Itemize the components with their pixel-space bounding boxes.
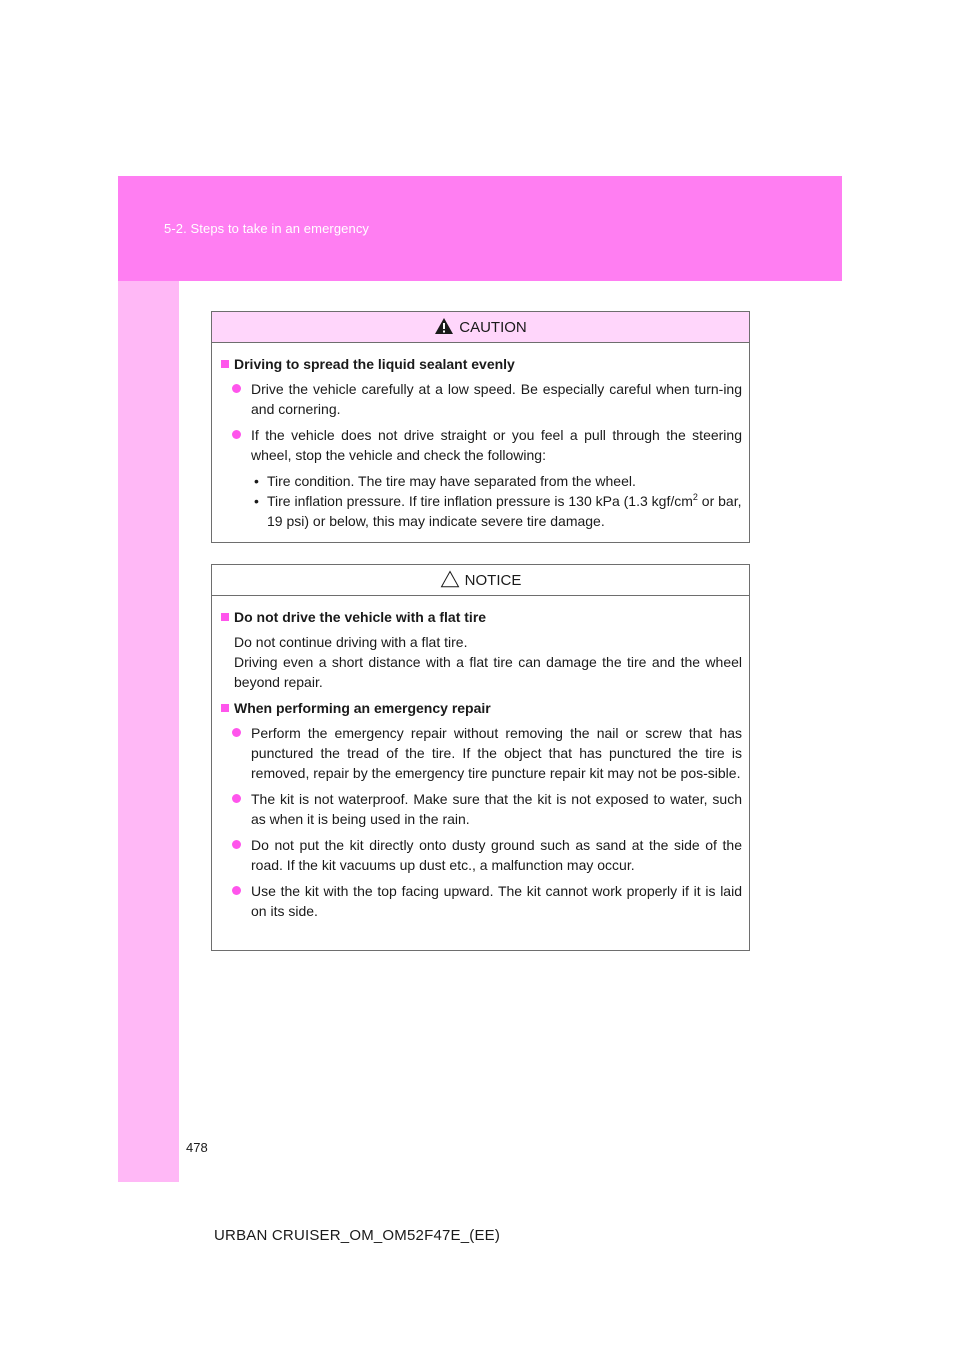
sub-list-item bbox=[254, 491, 742, 531]
circle-bullet-icon bbox=[231, 425, 242, 465]
caution-heading bbox=[221, 354, 742, 374]
section-title: 5-2. Steps to take in an emergency bbox=[164, 221, 370, 236]
side-band bbox=[118, 281, 179, 1182]
circle-bullet-icon bbox=[231, 379, 242, 419]
square-bullet-icon bbox=[221, 613, 229, 621]
footer-code: URBAN CRUISER_OM_OM52F47E_(EE) bbox=[214, 1227, 501, 1244]
notice-heading-emergency-repair bbox=[221, 698, 742, 718]
pressure-text-after: or bar, 19 psi) or below, this may indicate severe tire damage. bbox=[267, 493, 742, 529]
list-item bbox=[221, 835, 742, 875]
notice-heading-text: Do not drive the vehicle with a flat tire bbox=[234, 609, 487, 625]
notice-heading-text: When performing an emergency repair bbox=[234, 700, 491, 716]
circle-bullet-icon bbox=[231, 723, 242, 783]
superscript: 2 bbox=[692, 492, 698, 502]
sub-bullet: • bbox=[254, 493, 259, 509]
caution-box bbox=[211, 311, 750, 543]
notice-body bbox=[212, 596, 749, 933]
square-bullet-icon bbox=[221, 704, 229, 712]
list-item-text: If the vehicle does not drive straight or you feel a pull through the steering wheel, stop the vehicle and check the following: bbox=[251, 427, 742, 463]
caution-body bbox=[212, 343, 749, 543]
sub-list-item bbox=[254, 471, 742, 491]
caution-label: CAUTION bbox=[459, 318, 527, 336]
circle-bullet-icon bbox=[231, 881, 242, 921]
sub-list-item-text: Tire condition. The tire may have separated from the wheel. bbox=[267, 473, 636, 489]
sub-bullet: • bbox=[254, 473, 259, 489]
list-item bbox=[221, 425, 742, 465]
list-item-text: Do not put the kit directly onto dusty ground such as sand at the side of the road. If the kit vacuums up dust etc., a malfunction may occur. bbox=[251, 837, 742, 873]
notice-header bbox=[212, 565, 749, 596]
list-item bbox=[221, 789, 742, 829]
warning-triangle-filled-icon bbox=[434, 317, 454, 335]
list-item-text: Perform the emergency repair without removing the nail or screw that has punctured the tread of the tire. If the object that has punctured the tire is removed, repair by the emergency tire puncture repair kit may not be pos-sible. bbox=[251, 725, 742, 781]
list-item bbox=[221, 723, 742, 783]
notice-heading-flat-tire bbox=[221, 607, 742, 627]
caution-heading-text: Driving to spread the liquid sealant evenly bbox=[234, 356, 515, 372]
warning-triangle-outline-icon bbox=[440, 570, 460, 588]
list-item-text: Drive the vehicle carefully at a low speed. Be especially careful when turn-ing and cornering. bbox=[251, 381, 742, 417]
pressure-text-before: Tire inflation pressure. If tire inflation pressure is 130 kPa (1.3 kgf/cm bbox=[267, 493, 693, 509]
list-item bbox=[221, 881, 742, 921]
list-item-text: Use the kit with the top facing upward. The kit cannot work properly if it is laid on its side. bbox=[251, 883, 742, 919]
page-number: 478 bbox=[186, 1140, 208, 1155]
list-item bbox=[221, 379, 742, 419]
square-bullet-icon bbox=[221, 360, 229, 368]
list-item-text: The kit is not waterproof. Make sure that the kit is not exposed to water, such as when it is being used in the rain. bbox=[251, 791, 742, 827]
notice-paragraph: Do not continue driving with a flat tire. Driving even a short distance with a flat tire can damage the tire and the wheel beyond repair. bbox=[234, 634, 742, 690]
circle-bullet-icon bbox=[231, 835, 242, 875]
caution-header bbox=[212, 312, 749, 343]
circle-bullet-icon bbox=[231, 789, 242, 829]
notice-label: NOTICE bbox=[464, 571, 522, 589]
notice-box bbox=[211, 564, 750, 951]
sub-list-item-text bbox=[267, 491, 742, 531]
